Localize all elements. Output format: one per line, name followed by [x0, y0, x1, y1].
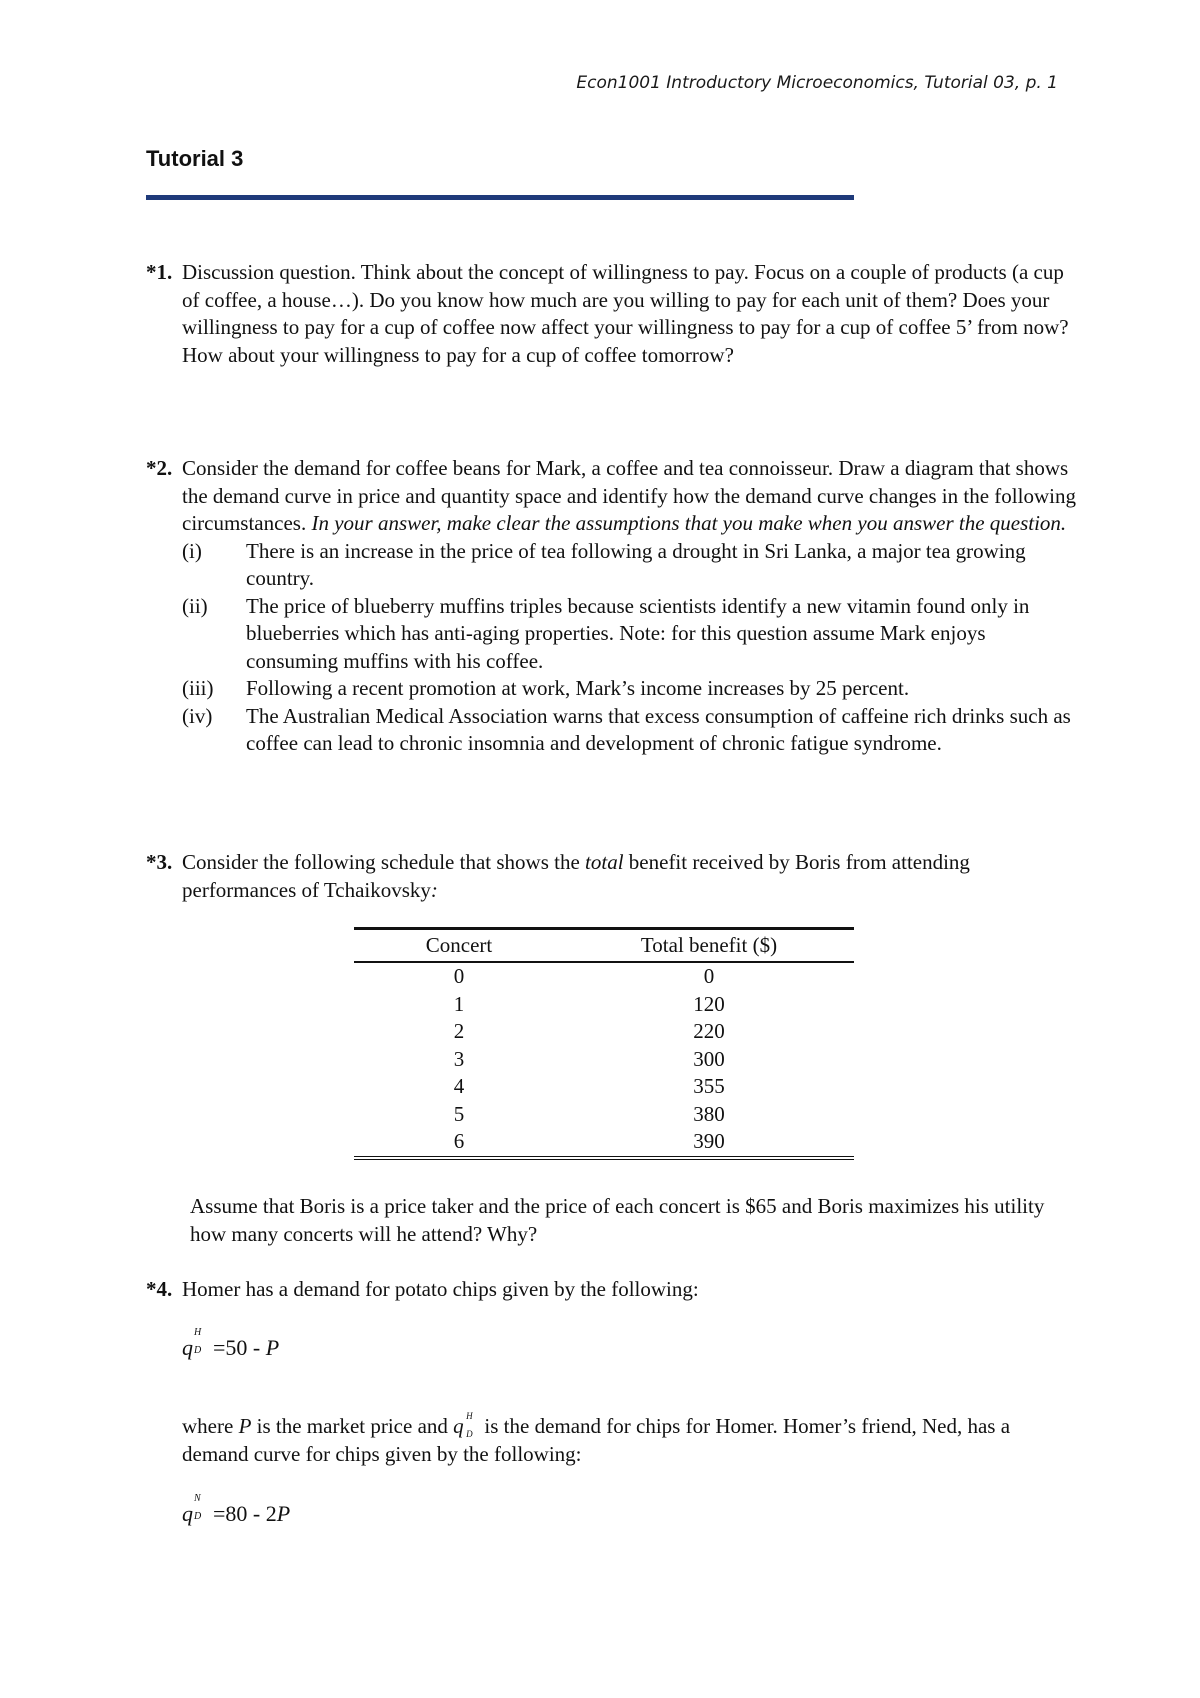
table-cell: 300: [693, 1046, 725, 1071]
table-row: [354, 991, 854, 1019]
sub-item-label: (ii): [182, 593, 208, 618]
equation-variable: P: [276, 1501, 291, 1526]
table-cell: 0: [453, 964, 465, 988]
question-text-colon: :: [430, 877, 438, 902]
equation-homer: [182, 1327, 280, 1361]
page-title: Tutorial 3: [146, 146, 244, 171]
sub-item-text: There is an increase in the price of tea following a drought in Sri Lanka, a major tea growing country.: [246, 538, 1026, 590]
question-4-where: [182, 1413, 1062, 1468]
question-number: *2.: [146, 456, 173, 480]
equation-symbol: q: [182, 1501, 193, 1526]
table-cell: 5: [453, 1101, 465, 1126]
inline-subscript: D: [466, 1429, 473, 1439]
question-2: [146, 455, 1076, 758]
question-number: *3.: [146, 850, 173, 874]
question-text-emphasis: In your answer, make clear the assumptions that you make when you answer the question.: [311, 511, 1067, 535]
question-text: Discussion question. Think about the concept of willingness to pay. Focus on a couple of products (a cup of coffee, a house…). Do you know how much are you willing to pay for each unit of them? Does your willingness to pay for a cup of coffee now affect your willingness to pay for a cup of coffee 5’ from now? How about your willingness to pay for a cup of coffee tomorrow?: [182, 260, 1069, 367]
table-row: [354, 1018, 854, 1046]
running-header: Econ1001 Introductory Microeconomics, Tutorial 03, p. 1: [576, 73, 1058, 93]
table-cell: 220: [693, 1019, 725, 1043]
table-cell: 355: [693, 1074, 725, 1098]
sub-item-label: (iii): [182, 676, 214, 700]
table-row: [354, 962, 854, 991]
sub-item: [182, 703, 1076, 758]
inline-symbol: q: [453, 1414, 464, 1438]
question-text: Homer has a demand for potato chips given by the following:: [182, 1277, 699, 1301]
table-row: [354, 1073, 854, 1101]
question-text: [182, 849, 1076, 904]
question-3-followup: Assume that Boris is a price taker and the price of each concert is $65 and Boris maximizes his utility how many concerts will he attend? Why?: [190, 1194, 1045, 1246]
table-header-benefit: Total benefit ($): [564, 929, 854, 963]
where-text: is the demand for chips for Homer. Homer’s friend, Ned, has a demand curve for chips given by the following:: [182, 1414, 1011, 1466]
where-variable: P: [238, 1414, 252, 1438]
equation-rhs: =50 -: [213, 1335, 266, 1360]
table-cell: 2: [453, 1019, 465, 1043]
table-row: [354, 1046, 854, 1074]
equation-variable: P: [265, 1335, 280, 1360]
sub-item: [182, 675, 1076, 703]
question-text-part: benefit received by Boris from attending performances of Tchaikovsky: [182, 850, 970, 902]
question-text: [182, 455, 1076, 538]
table-cell: 0: [703, 964, 715, 988]
where-text: is the market price and: [251, 1414, 454, 1438]
sub-item-label: (iv): [182, 703, 213, 728]
question-number: *4.: [146, 1277, 173, 1301]
benefit-table: [354, 927, 854, 1160]
sub-item: [182, 593, 1076, 676]
table-header-concert: Concert: [354, 929, 564, 963]
table-cell: 4: [453, 1074, 465, 1098]
table-cell: 380: [693, 1101, 725, 1126]
table-cell: 1: [453, 991, 465, 1016]
equation-superscript: N: [194, 1493, 201, 1504]
equation-symbol: q: [182, 1335, 193, 1360]
question-text-emphasis: total: [585, 850, 624, 874]
table-row: [354, 1128, 854, 1158]
sub-item-text: The price of blueberry muffins triples because scientists identify a new vitamin found only in blueberries which has anti-aging properties. Note: for this question assume Mark enjoys consuming muffins with his coffee.: [246, 593, 1030, 673]
question-text-main: Consider the demand for coffee beans for Mark, a coffee and tea connoisseur. Draw a diagram that shows the demand curve in price and quantity space and identify how the demand curve changes in the following circumstances.: [182, 456, 1076, 535]
equation-subscript: D: [194, 1511, 202, 1522]
where-text: where: [182, 1414, 239, 1438]
sub-item-text: Following a recent promotion at work, Mark’s income increases by 25 percent.: [246, 676, 910, 700]
inline-superscript: H: [466, 1411, 473, 1421]
table-row: [354, 1101, 854, 1129]
question-4: [146, 1276, 1076, 1304]
equation-subscript: D: [194, 1345, 202, 1356]
table-cell: 3: [453, 1046, 465, 1071]
inline-quantity-symbol: [453, 1413, 479, 1441]
equation-superscript: H: [194, 1327, 202, 1338]
question-3: [146, 849, 1076, 904]
question-number: *1.: [146, 260, 173, 284]
equation-ned: [182, 1493, 291, 1527]
sub-item: [182, 538, 1076, 593]
question-1: [146, 259, 1076, 369]
table-cell: 120: [693, 991, 725, 1016]
sub-item-text: The Australian Medical Association warns that excess consumption of caffeine rich drinks such as coffee can lead to chronic insomnia and development of chronic fatigue syndrome.: [246, 703, 1071, 755]
question-text-part: Consider the following schedule that shows the: [182, 850, 586, 874]
title-rule: [146, 195, 854, 200]
table-cell: 6: [354, 1128, 564, 1158]
equation-rhs: =80 - 2: [213, 1501, 277, 1526]
table-cell: 390: [564, 1128, 854, 1158]
sub-item-label: (i): [182, 538, 202, 563]
